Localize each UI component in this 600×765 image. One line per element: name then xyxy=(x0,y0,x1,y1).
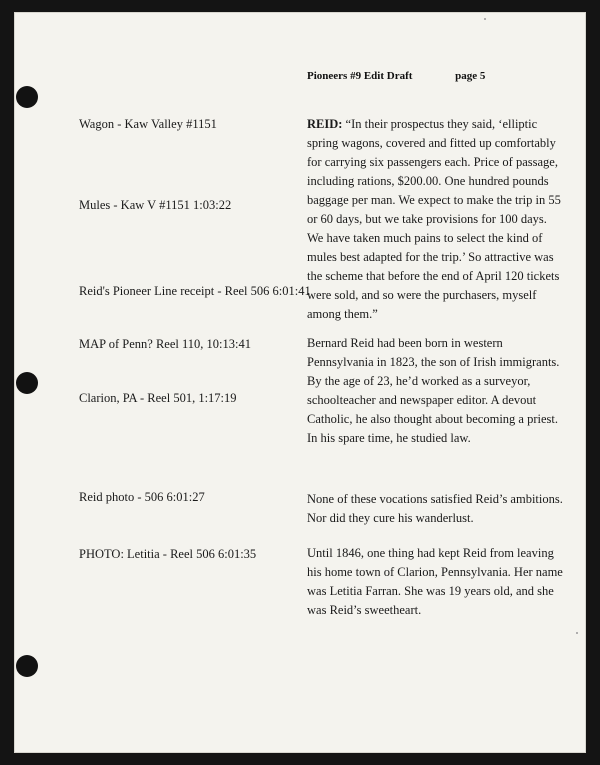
footage-note-clarion: Clarion, PA - Reel 501, 1:17:19 xyxy=(79,391,237,405)
speaker-label: REID: xyxy=(307,117,343,131)
binder-hole-middle xyxy=(16,372,38,394)
binder-hole-top xyxy=(16,86,38,108)
footage-note-letitia-photo: PHOTO: Letitia - Reel 506 6:01:35 xyxy=(79,547,257,561)
binder-hole-bottom xyxy=(16,655,38,677)
quote-text: “In their prospectus they said, ‘elliptic spring wagons, covered and fitted up comfortably for carrying six passengers each. Price of passage, including rations, $200.00. One hundred pounds baggage per man. We expect to make the trip in 55 or 60 days, but we take provisions for 100 days. We have taken much pains to select the kind of mules best adapted for the trip.’ So attractive was the scheme that before the end of April 120 tickets were sold, and so were the purchasers, myself among them.” xyxy=(307,117,561,321)
footage-note-reid-photo: Reid photo - 506 6:01:27 xyxy=(79,490,205,504)
footage-note-wagon: Wagon - Kaw Valley #1151 xyxy=(79,117,217,131)
narration-paragraph-letitia: Until 1846, one thing had kept Reid from leaving his home town of Clarion, Pennsylvania. Her name was Letitia Farran. She was 19 years old, and she was Reid’s sweetheart. xyxy=(307,546,563,617)
footage-note-receipt: Reid's Pioneer Line receipt - Reel 506 6:01:41 xyxy=(79,284,311,298)
header-title: Pioneers #9 Edit Draft xyxy=(307,70,413,82)
narration-paragraph-reid-quote xyxy=(307,115,563,324)
paper-speck xyxy=(484,18,486,20)
page-number: page 5 xyxy=(455,70,486,82)
narration-paragraph-biography: Bernard Reid had been born in western Pennsylvania in 1823, the son of Irish immigrants. By the age of 23, he’d worked as a surveyor, schoolteacher and newspaper editor. A devout Catholic, he also thought about becoming a priest. In his spare time, he studied law. xyxy=(307,336,560,445)
narration-paragraph-vocations: None of these vocations satisfied Reid’s ambitions. Nor did they cure his wanderlust. xyxy=(307,492,563,525)
footage-note-mules: Mules - Kaw V #1151 1:03:22 xyxy=(79,198,232,212)
paper-speck xyxy=(576,632,578,634)
page-header xyxy=(307,70,485,82)
footage-note-map: MAP of Penn? Reel 110, 10:13:41 xyxy=(79,337,251,351)
